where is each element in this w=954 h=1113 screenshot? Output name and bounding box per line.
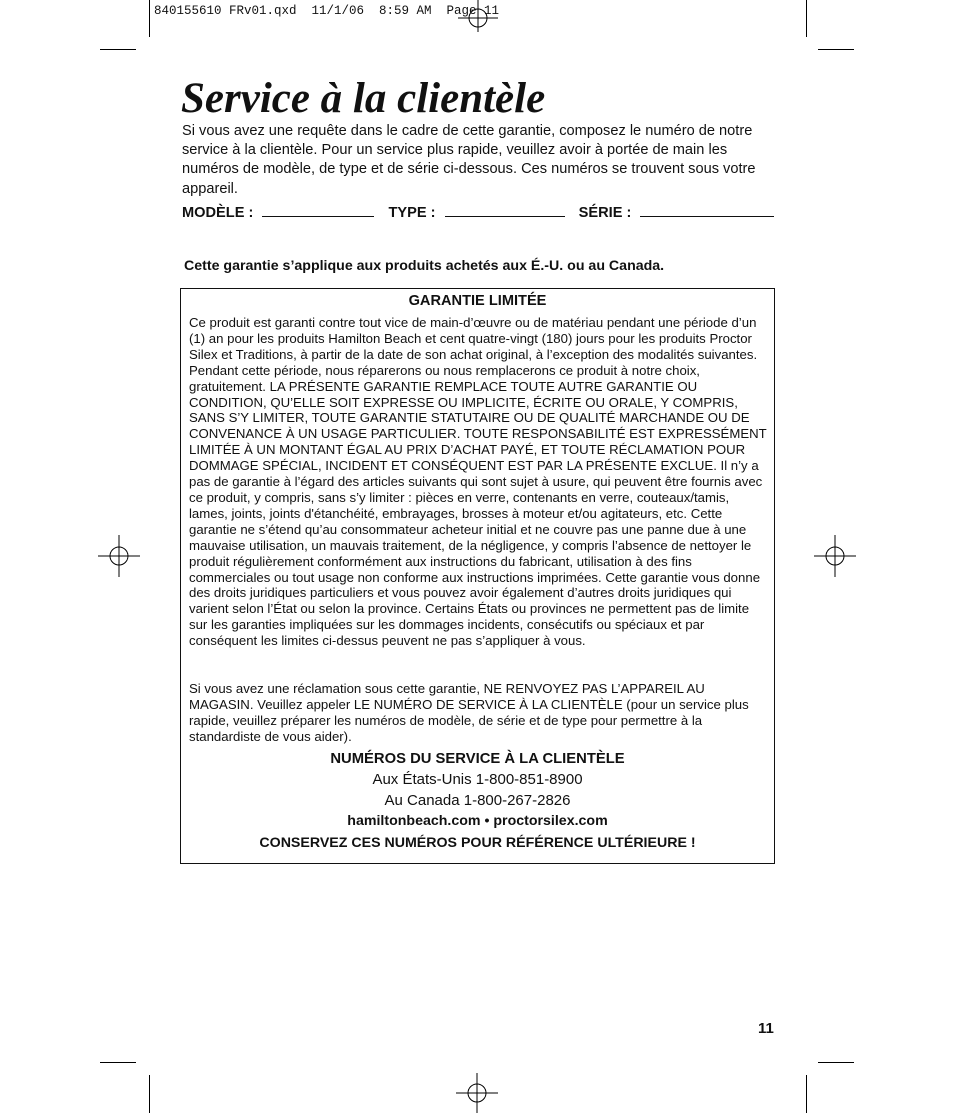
websites: hamiltonbeach.com • proctorsilex.com [347, 813, 608, 829]
registration-mark-bottom-icon [456, 1073, 498, 1113]
type-label: TYPE : [388, 205, 436, 221]
serial-label: SÉRIE : [578, 205, 632, 221]
crop-mark-bottom-right-horizontal [818, 1062, 854, 1063]
keep-numbers-note: CONSERVEZ CES NUMÉROS POUR RÉFÉRENCE ULTÉRIEURE ! [259, 835, 696, 851]
warranty-scope-note: Cette garantie s’applique aux produits achetés aux É.-U. ou au Canada. [184, 258, 665, 274]
crop-mark-bottom-left-horizontal [100, 1062, 136, 1063]
registration-mark-left-icon [98, 535, 140, 577]
crop-mark-top-left-vertical [149, 0, 150, 37]
print-slug: 840155610 FRv01.qxd 11/1/06 8:59 AM Page 11 [154, 4, 500, 18]
warranty-heading: GARANTIE LIMITÉE [408, 293, 547, 309]
customer-service-numbers-heading: NUMÉROS DU SERVICE À LA CLIENTÈLE [330, 751, 625, 767]
type-blank-line [445, 204, 565, 217]
page-number: 11 [758, 1020, 774, 1037]
crop-mark-bottom-right-vertical [806, 1075, 807, 1113]
warranty-body: Ce produit est garanti contre tout vice de main-d’œuvre ou de matériau pendant une période d’un (1) an pour les produits Hamilton Beach et cent quatre-vingt (180) jours pour les produits Proctor Silex et Traditions, à partir de la date de son achat original, à l’exception des modalités suivantes. Pendant cette période, nous réparerons ou nous remplacerons ce produit à notre choix, gratuitement. LA PRÉSENTE GARANTIE REMPLACE TOUTE AUTRE GARANTIE OU CONDITION, QU’ELLE SOIT EXPRESSE OU IMPLICITE, ÉCRITE OU ORALE, Y COMPRIS, SANS S’Y LIMITER, TOUTE GARANTIE STATUTAIRE OU DE QUALITÉ MARCHANDE OU DE CONVENANCE À UN USAGE PARTICULIER. TOUTE RESPONSABILITÉ EST EXPRESSÉMENT LIMITÉE À UN MONTANT ÉGAL AU PRIX D’ACHAT PAYÉ, ET TOUTE RÉCLAMATION POUR DOMMAGE SPÉCIAL, INCIDENT ET CONSÉQUENT EST PAR LA PRÉSENTE EXCLUE. Il n’y a pas de garantie à l’égard des articles suivants qui sont sujet à usure, qui peuvent être fournis avec ce produit, y compris, sans s’y limiter : pièces en verre, contenants en verre, couteaux/tamis, lames, joints, joints d'étanchéité, embrayages, brosses à moteur et/ou agitateurs, etc. Cette garantie ne s’étend qu’au consommateur acheteur initial et ne couvre pas une panne due à une mauvaise utilisation, un mauvais traitement, de la négligence, y compris l’absence de nettoyer le produit régulièrement conformément aux instructions du fabricant, utilisation à des fins commerciales ou tout usage non conforme aux instructions imprimées. Cette garantie vous donne des droits juridiques particuliers et vous pouvez avoir également d’autres droits juridiques qui varient selon l’État ou selon la province. Certains États ou provinces ne permettent pas de limite sur les garanties impliquées sur les dommages incidents, consécutifs ou spéciaux et par conséquent les limites ci-dessus peuvent ne pas s’appliquer à vous. [189, 315, 767, 649]
registration-mark-right-icon [814, 535, 856, 577]
product-id-fields [182, 204, 774, 221]
warranty-claim-paragraph: Si vous avez une réclamation sous cette garantie, NE RENVOYEZ PAS L’APPAREIL AU MAGASIN. Veuillez appeler LE NUMÉRO DE SERVICE À LA CLIENTÈLE (pour un service plus rapide, veuillez préparer les numéros de modèle, de série et de type pour permettre à la standardiste de vous aider). [189, 681, 749, 744]
phone-canada: Au Canada 1-800-267-2826 [384, 792, 571, 809]
crop-mark-top-right-horizontal [818, 49, 854, 50]
crop-mark-top-left-horizontal [100, 49, 136, 50]
phone-us: Aux États-Unis 1-800-851-8900 [372, 771, 583, 788]
crop-mark-top-right-vertical [806, 0, 807, 37]
registration-mark-top-icon [458, 0, 498, 32]
crop-mark-bottom-left-vertical [149, 1075, 150, 1113]
limited-warranty-box [180, 288, 775, 864]
serial-blank-line [640, 204, 774, 217]
model-blank-line [262, 204, 374, 217]
intro-paragraph: Si vous avez une requête dans le cadre de cette garantie, composez le numéro de notre service à la clientèle. Pour un service plus rapide, veuillez avoir à portée de main les numéros de modèle, de type et de série ci-dessous. Ces numéros se trouvent sous votre appareil. [182, 123, 756, 197]
model-label: MODÈLE : [182, 205, 254, 221]
page-title: Service à la clientèle [181, 75, 546, 122]
